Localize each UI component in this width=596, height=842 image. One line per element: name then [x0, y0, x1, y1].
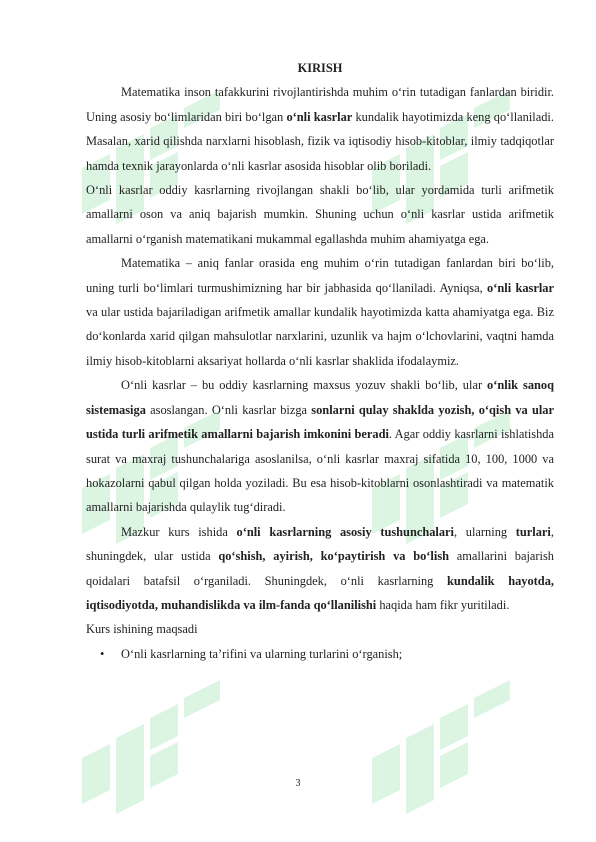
watermark-logo-icon: [360, 640, 530, 830]
bullet-item: • O‘nli kasrlarning ta’rifini va ularning turlarini o‘rganish;: [121, 642, 554, 666]
page-title: KIRISH: [297, 61, 343, 75]
text-run: , ularning: [454, 524, 516, 539]
paragraph: [86, 178, 554, 251]
text-run: Matematika inson tafakkurini rivojlantirishda muhim o‘rin tutadigan fanlardan biridir. Uning asosiy bo‘limlaridan biri bo‘lgan: [86, 85, 554, 124]
text-run: va ular ustida bajariladigan arifmetik amallar kundalik hayotimizda katta ahamiyatga ega. Biz do‘konlarda xarid qilgan mahsulotlar narxlarini, uzunlik va hajm o‘lchovlarini, vaqtni hamda ilmiy hisob-kitoblarni aksariyat hollarda o‘nli kasrlar shaklida ifodalaymiz.: [86, 305, 554, 368]
text-run: O‘nli kasrlar – bu oddiy kasrlarning maxsus yozuv shakli bo‘lib, ular: [121, 378, 488, 393]
bullet-list: [86, 642, 554, 666]
document-body: [86, 56, 554, 666]
bold-text: kundalik hayotda, iqtisodiyotda, muhandislikda va ilm-fanda qo‘llanilishi: [86, 573, 554, 612]
paragraphs: [86, 80, 554, 641]
bold-text: o‘nli kasrlar: [286, 109, 353, 124]
text-run: kundalik hayotimizda keng qo‘llaniladi. Masalan, xarid qilishda narxlarni hisoblash, fizik va iqtisodiy hisob-kitoblar, ilmiy tadqiqotlar hamda texnik jarayonlarda o‘nli kasrlar asosida hisoblar olib boriladi.: [86, 109, 554, 173]
bold-text: sonlarni qulay shaklda yozish, o‘qish va ular ustida turli arifmetik amallarni bajarish imkonini beradi: [86, 402, 554, 442]
text-run: Matematika – aniq fanlar orasida eng muhim o‘rin tutadigan fanlardan biri bo‘lib, uning turli bo‘limlari turmushimizning har bir jabhasida qo‘llaniladi. Ayniqsa,: [86, 256, 554, 295]
bold-text: o‘nli kasrlar: [487, 280, 554, 295]
watermark-logo-icon: [70, 640, 240, 830]
paragraph: [86, 80, 554, 178]
text-run: Kurs ishining maqsadi: [86, 622, 198, 637]
text-run: , shuningdek, ular ustida: [86, 524, 554, 564]
paragraph: [86, 373, 554, 519]
text-run: . Agar oddiy kasrlarni ishlatishda surat va maxraj tushunchalariga asoslanilsa, o‘nli kasrlar maxraj sifatida 10, 100, 1000 va hokazolarni qabul qilgan holda yoziladi. Bu esa hisob-kitoblarni osonlashtiradi va matematik amallarni bajarishda qulaylik tug‘diradi.: [86, 427, 554, 515]
paragraph: [86, 251, 554, 373]
text-run: O‘nli kasrlar oddiy kasrlarning rivojlangan shakli bo‘lib, ular yordamida turli arifmetik amallarni oson va aniq bajarish mumkin. Shuning uchun o‘nli kasrlar ustida arifmetik amallarni o‘rganish matematikani mukammal egallashda muhim ahamiyatga ega.: [86, 183, 554, 246]
text-run: haqida ham fikr yuritiladi.: [376, 597, 510, 612]
bold-text: o‘nli kasrlarning asosiy tushunchalari: [236, 524, 455, 539]
text-run: asoslangan. O‘nli kasrlar bizga: [145, 402, 312, 417]
bold-text: o‘nlik sanoq sistemasiga: [86, 378, 554, 417]
text-run: amallarini bajarish qoidalari batafsil o‘rganiladi. Shuningdek, o‘nli kasrlarning: [86, 549, 554, 588]
bold-text: turlari: [515, 524, 551, 539]
text-run: Mazkur kurs ishida: [121, 524, 237, 539]
paragraph: [86, 520, 554, 618]
page-number: 3: [295, 778, 301, 789]
bold-text: qo‘shish, ayirish, ko‘paytirish va bo‘lish: [218, 549, 450, 564]
paragraph: [86, 617, 554, 641]
